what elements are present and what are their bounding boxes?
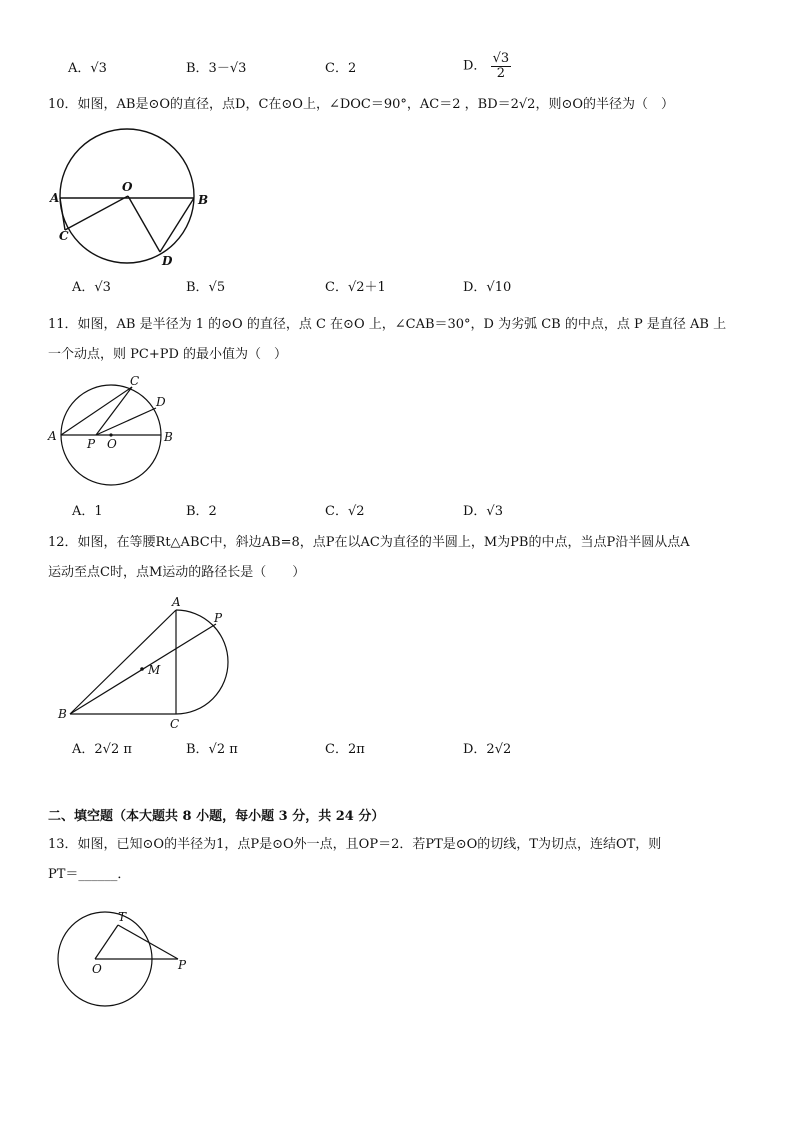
q9-option-c: C．2 [325,61,357,76]
q9-option-d-label: D． [463,58,487,74]
q11-label-b: B [164,430,173,444]
q12-label-m: M [148,663,161,677]
q11-segment-pd [96,408,156,435]
q11-option-a: A．1 [72,504,103,519]
q10-option-b: B．√5 [186,280,226,295]
q9-option-a: A．√3 [68,61,107,76]
q13-label-p: P [178,958,187,972]
q10-label-a: A [50,191,60,205]
q10-segment-oc [65,196,128,230]
q13-stem-line2: PT＝______． [48,867,131,882]
q12-label-a: A [172,595,181,609]
q11-label-o: O [107,437,117,451]
q13-label-t: T [118,910,127,924]
q10-label-o: O [122,180,133,194]
q11-option-d: D．√3 [463,504,503,519]
q12-stem-line1: 12．如图，在等腰Rt△ABC中，斜边AB=8，点P在以AC为直径的半圆上，M为PB的中点，当点P沿半圆从点A [48,535,690,550]
q12-stem-line2: 运动至点C时，点M运动的路径长是（ ） [48,565,306,580]
q11-label-d: D [156,395,166,409]
q12-semicircle [176,610,228,714]
q13-segment-ot [95,925,118,959]
section-2-title: 二、填空题（本大题共 8 小题，每小题 3 分，共 24 分） [48,809,385,824]
q10-segment-ac [60,198,65,230]
q10-option-d: D．√10 [463,280,512,295]
q9-option-d-numerator: √3 [492,51,510,66]
q12-point-m [140,667,144,671]
q11-label-c: C [130,374,140,388]
q10-figure [50,128,210,268]
q12-figure [56,592,256,742]
q12-option-b: B．√2 π [186,742,238,757]
q11-label-a: A [48,429,57,443]
q13-figure [52,905,212,1005]
q13-label-o: O [92,962,102,976]
q10-label-d: D [162,254,173,268]
q10-segment-od [128,196,160,252]
q12-label-c: C [170,717,180,731]
q11-segment-ac [61,387,132,435]
q12-option-a: A．2√2 π [72,742,132,757]
q9-option-b: B．3－√3 [186,61,247,76]
q9-option-d [463,52,511,81]
q11-stem-line2: 一个动点，则 PC+PD 的最小值为（ ） [48,347,288,362]
q9-option-d-denominator: 2 [496,66,505,81]
q13-segment-tp [118,925,178,959]
q10-stem: 10．如图，AB是⊙O的直径，点D，C在⊙O上，∠DOC＝90°，AC＝2 ，BD＝2√2，则⊙O的半径为（ ） [48,97,675,112]
q10-option-c: C．√2＋1 [325,280,386,295]
q12-option-c: C．2π [325,742,365,757]
q10-label-c: C [59,229,69,243]
q10-label-b: B [198,193,209,207]
q11-stem-line1: 11．如图，AB 是半径为 1 的⊙O 的直径，点 C 在⊙O 上，∠CAB＝30°，D 为劣弧 CB 的中点，点 P 是直径 AB 上 [48,317,727,332]
q13-stem-line1: 13．如图，已知⊙O的半径为1，点P是⊙O外一点，且OP＝2．若PT是⊙O的切线，T为切点，连结OT，则 [48,837,662,852]
q12-label-p: P [214,611,223,625]
q11-option-b: B．2 [186,504,217,519]
q12-option-d: D．2√2 [463,742,512,757]
q11-option-c: C．√2 [325,504,365,519]
q10-option-a: A．√3 [72,280,111,295]
q11-label-p: P [87,437,96,451]
q11-segment-pc [96,387,132,435]
q11-figure [46,370,186,490]
q12-segment-ab [70,610,176,714]
q9-option-d-fraction [491,52,512,81]
q10-segment-bd [160,198,194,252]
q12-label-b: B [58,707,67,721]
